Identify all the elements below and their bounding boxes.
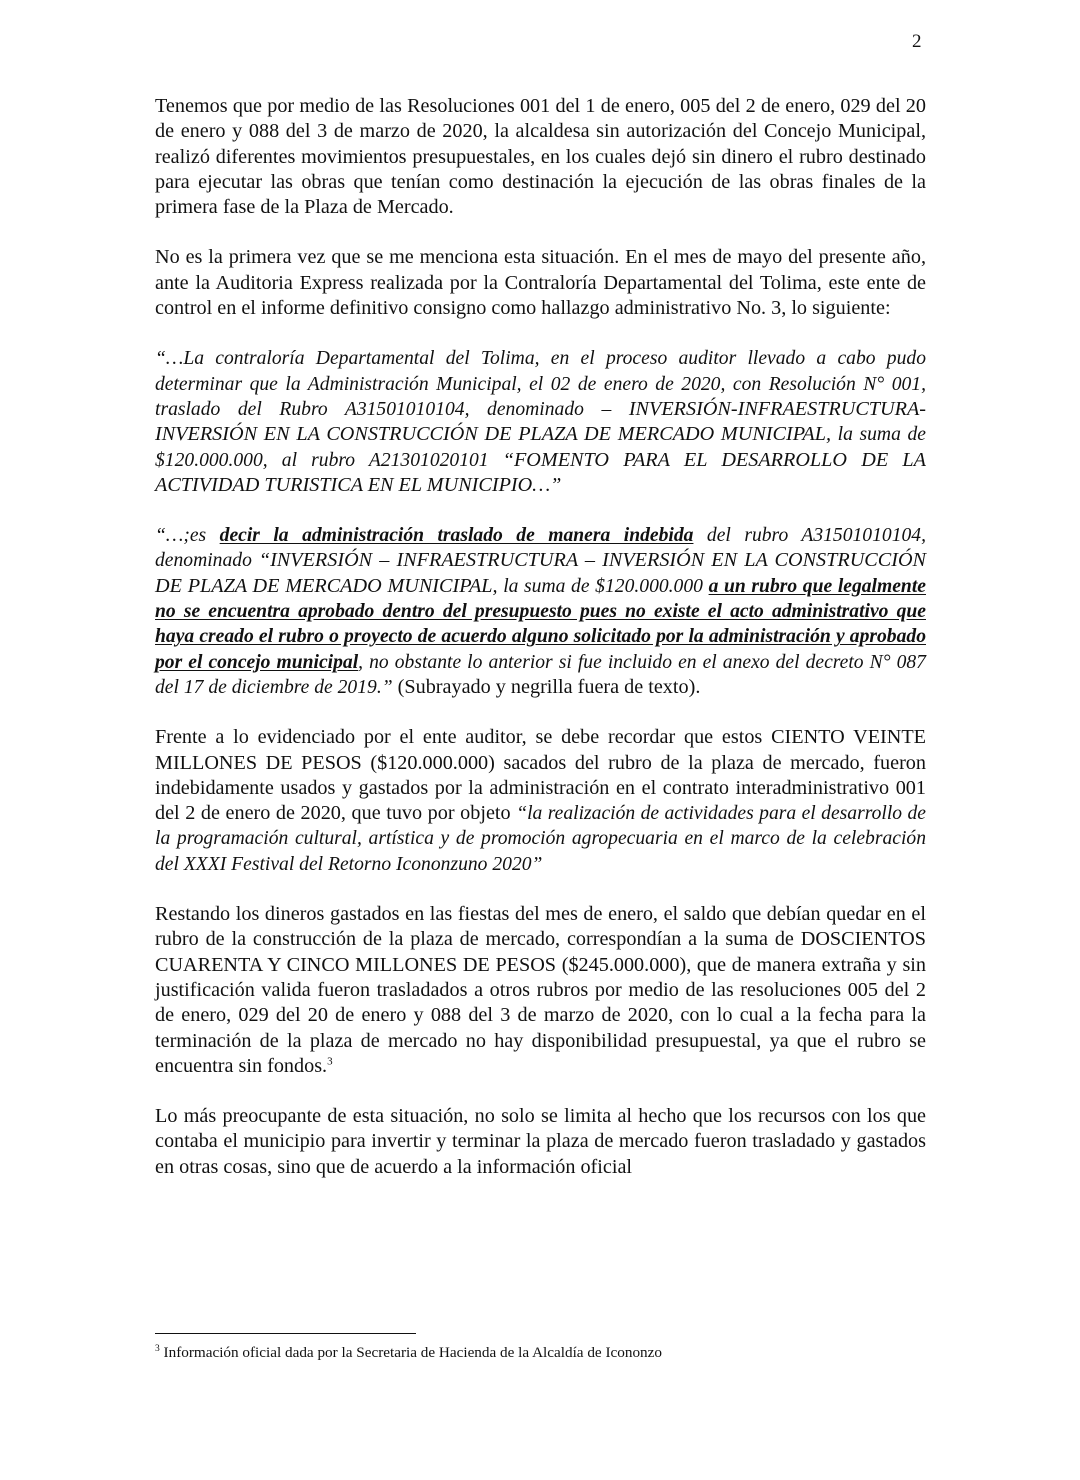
quote2-lead: “…;es [155,525,220,547]
paragraph-saldo [155,902,926,1079]
quote1-text-b: la suma de $120.000.000, al rubro A21301020101 [155,424,926,471]
footnote [155,1343,926,1363]
quote2-emphasis-2: a un rubro que legalmente no se encuentra aprobado dentro del presupuesto pues no existe el acto administrativo que haya creado el rubro o proyecto de acuerdo alguno solicitado por la administración y aprobado por el concejo municipal [155,575,926,673]
footnote-number: 3 [155,1343,160,1354]
contrato-objeto: “la realización de actividades para el desarrollo de la programación cultural, artística y de promoción agropecuaria en el marco de la celebración del XXXI Festival del Retorno Icononzuno 2020” [155,803,926,875]
saldo-text: Restando los dineros gastados en las fiestas del mes de enero, el saldo que debían quedar en el rubro de la construcción de la plaza de mercado, correspondían a la suma de DOSCIENTOS CUARENTA Y CINCO MILLONES DE PESOS ($245.000.000), que de manera extraña y sin justificación valida fueron trasladados a otros rubros por medio de las resoluciones 005 del 2 de enero, 029 del 20 de enero y 088 del 3 de marzo de 2020, con lo cual a la fecha para la terminación de la plaza de mercado no hay disponibilidad presupuestal, ya que el rubro se encuentra sin fondos. [155,903,926,1077]
paragraph-auditoria: No es la primera vez que se me menciona esta situación. En el mes de mayo del presente año, ante la Auditoria Express realizada por la Contraloría Departamental del Tolima, este ente de control en el informe definitivo consigno como hallazgo administrativo No. 3, lo siguiente: [155,246,926,320]
quote1-text-a: “…La contraloría Departamental del Tolima, en el proceso auditor llevado a cabo pudo determinar que la Administración Municipal, el 02 de enero de 2020, con Resolución N° 001, traslado del Rubro A31501010104, denominado – [155,348,926,420]
quote-hallazgo-1 [155,346,926,498]
paragraph-contrato [155,725,926,877]
contrato-text: Frente a lo evidenciado por el ente auditor, se debe recordar que estos CIENTO VEINTE MILLONES DE PESOS ($120.000.000) sacados del rubro de la plaza de mercado, fueron indebidamente usados y gastados por la administración en el contrato interadministrativo 001 del 2 de enero de 2020, que tuvo por objeto [155,726,926,825]
footnote-text: Información oficial dada por la Secretaria de Hacienda de la Alcaldía de Icononzo [159,1344,662,1361]
paragraph-preocupante: Lo más preocupante de esta situación, no solo se limita al hecho que los recursos con los que contaba el municipio para invertir y terminar la plaza de mercado fueron trasladado y gastados en otras cosas, sino que de acuerdo a la información oficial [155,1105,926,1178]
quote2-emphasis-1: decir la administración traslado de manera indebida [219,525,694,547]
paragraph-resoluciones: Tenemos que por medio de las Resoluciones 001 del 1 de enero, 005 del 2 de enero, 029 del 20 de enero y 088 del 3 de marzo de 2020, la alcaldesa sin autorización del Concejo Municipal, realizó diferentes movimientos presupuestales, en los cuales dejó sin dinero el rubro destinado para ejecutar las obras que tenían como destinación la ejecución de las obras finales de la primera fase de la Plaza de Mercado. [155,95,926,219]
quote1-caps-a: INVERSIÓN-INFRAESTRUCTURA-INVERSIÓN EN LA CONSTRUCCIÓN DE PLAZA DE MERCADO MUNICIPAL, [155,397,926,446]
quote2-text-b: la suma de $120.000.000 [497,575,709,597]
footnote-reference[interactable]: 3 [327,1055,333,1068]
footnote-separator [155,1333,416,1334]
quote2-text-c: , no obstante lo anterior si fue incluido en el anexo del decreto N° 087 del 17 de diciembre de 2019.” [155,651,926,698]
page-number: 2 [912,31,922,52]
quote1-caps-b: “FOMENTO PARA EL DESARROLLO DE LA ACTIVIDAD TURISTICA EN EL MUNICIPIO…” [155,448,926,496]
quote2-caps: “INVERSIÓN – INFRAESTRUCTURA – INVERSIÓN EN LA CONSTRUCCIÓN DE PLAZA DE MERCADO MUNICIPAL, [155,549,926,597]
quote-hallazgo-2 [155,523,926,700]
quote2-text-a: del rubro A31501010104, denominado [155,525,926,572]
quote2-note: (Subrayado y negrilla fuera de texto). [392,675,701,698]
document-body [155,94,926,1205]
